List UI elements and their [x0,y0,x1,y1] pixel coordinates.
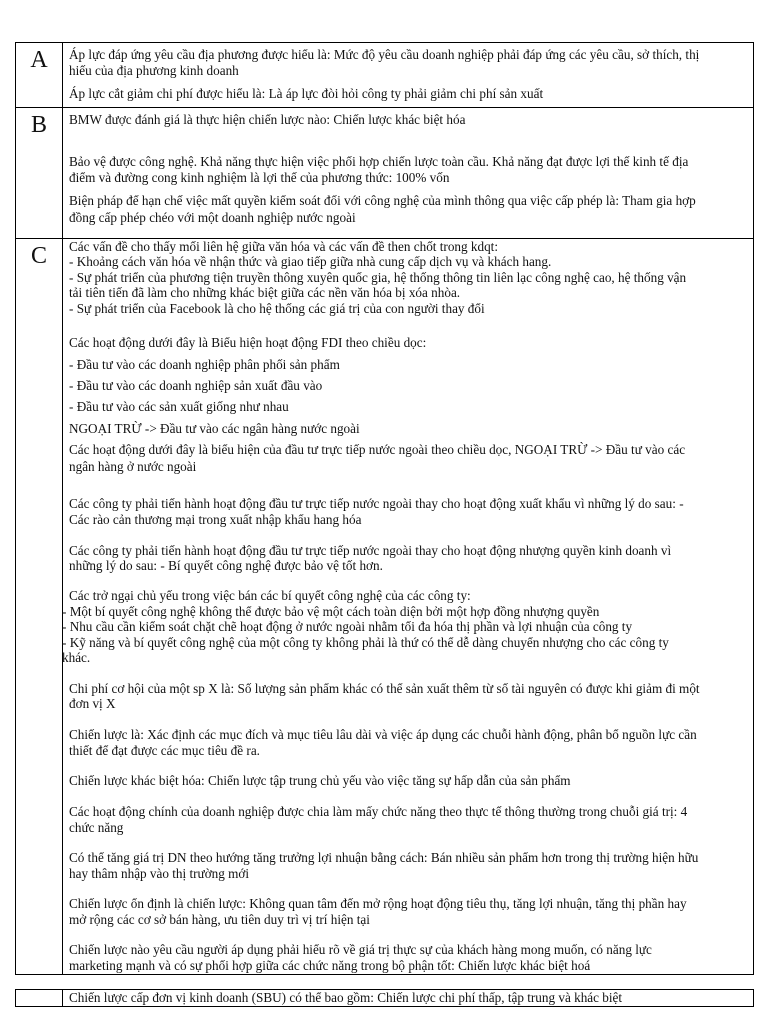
section-c-line: - Sự phát triển của Facebook là cho hệ thống các giá trị của con người thay đổi [69,301,485,316]
section-c-line: thiết để đạt được các mục tiêu đề ra. [69,743,260,758]
section-c-line: - Một bí quyết công nghệ không thể được bảo vệ một cách toàn diện bởi một hợp đồng nhượng quyền [62,604,600,619]
letter-column [16,990,63,1006]
letter-column [16,43,63,974]
section-a-line: Áp lực đáp ứng yêu cầu địa phương được hiểu là: Mức độ yêu cầu doanh nghiệp phải đáp ứng các yêu cầu, sở thích, thị [69,47,700,62]
section-c-line: ngân hàng ở nước ngoài [69,459,197,474]
section-c-line: Các hoạt động chính của doanh nghiệp được chia làm mấy chức năng theo thực tế thông thường trong chuỗi giá trị: 4 [69,804,688,819]
section-b-line: đồng cấp phép chéo với một doanh nghiệp nước ngoài [69,210,356,225]
section-c-line: - Sự phát triển của phương tiện truyền thông xuyên quốc gia, hệ thống thông tin liên lạc công nghệ cao, hệ thống vận [69,270,687,285]
section-c-line: mở rộng các cơ sở bán hàng, ưu tiên duy trì vị trí hiện tại [69,912,370,927]
section-c-line: Các công ty phải tiến hành hoạt động đầu tư trực tiếp nước ngoài thay cho hoạt động xuất khẩu vì những lý do sau: - [69,496,684,511]
section-c-line: - Đầu tư vào các doanh nghiệp sản xuất đầu vào [69,378,323,393]
section-c-line: khác. [62,650,91,665]
section-c-line: - Kỹ năng và bí quyết công nghệ của một công ty không phải là thứ có thể dễ dàng chuyển nhượng cho các công ty [62,635,669,650]
section-c-line: hay thâm nhập vào thị trường mới [69,866,250,881]
section-b-line: điểm và đường cong kinh nghiệm là lợi thế của phương thức: 100% vốn [69,170,450,185]
bottom-table-row [15,989,754,1007]
section-c-line: marketing mạnh và có sự phối hợp giữa các chức năng trong bộ phận tốt: Chiến lược khác biệt hoá [69,958,591,973]
section-c-line: tải tiên tiến đã làm cho những khác biệt giữa các nền văn hóa bị xóa nhòa. [69,285,461,300]
section-c-line: Các hoạt động dưới đây là biểu hiện của đầu tư trực tiếp nước ngoài theo chiều dọc, NGOẠI TRỪ -> Đầu tư vào các [69,442,686,457]
section-c-line: - Đầu tư vào các sản xuất giống như nhau [69,399,289,414]
section-c-line: NGOẠI TRỪ -> Đầu tư vào các ngân hàng nước ngoài [69,421,360,436]
section-b-line: Biện pháp để hạn chế việc mất quyền kiểm soát đối với công nghệ của mình thông qua việc cấp phép là: Tham gia hợp [69,193,696,208]
section-c-line: Chiến lược là: Xác định các mục đích và mục tiêu lâu dài và việc áp dụng các chuỗi hành động, phân bổ nguồn lực cần [69,727,697,742]
section-letter-a: A [30,47,48,73]
row-divider-a-b [16,107,753,108]
section-c-line: Chi phí cơ hội của một sp X là: Số lượng sản phẩm khác có thể sản xuất thêm từ số tài nguyên có được khi giảm đi một [69,681,700,696]
bottom-line: Chiến lược cấp đơn vị kinh doanh (SBU) có thể bao gồm: Chiến lược chi phí thấp, tập trung và khác biệt [69,990,623,1005]
section-c-line: Các rào cản thương mại trong xuất nhập khẩu hang hóa [69,512,362,527]
section-c-line: - Khoảng cách văn hóa về nhận thức và giao tiếp giữa nhà cung cấp dịch vụ và khách hang. [69,254,552,269]
section-a-line: hiếu của địa phương kinh doanh [69,63,239,78]
section-c-line: đơn vị X [69,696,116,711]
section-a-line: Áp lực cắt giảm chi phí được hiểu là: Là áp lực đòi hỏi công ty phải giảm chi phí sản xuất [69,86,544,101]
section-c-line: - Đầu tư vào các doanh nghiệp phân phối sản phẩm [69,357,340,372]
section-c-line: Chiến lược nào yêu cầu người áp dụng phải hiểu rõ về giá trị thực sự của khách hàng mong muốn, có năng lực [69,942,652,957]
section-c-line: Các hoạt động dưới đây là Biểu hiện hoạt động FDI theo chiều dọc: [69,335,427,350]
section-c-line: chức năng [69,820,124,835]
qa-table [15,42,754,975]
section-c-line: Chiến lược ổn định là chiến lược: Không quan tâm đến mở rộng hoạt động tiêu thụ, tăng lợi nhuận, tăng thị phần hay [69,896,687,911]
section-c-line: Các vấn đề cho thấy mối liên hệ giữa văn hóa và các vấn đề then chốt trong kdqt: [69,239,499,254]
section-letter-b: B [30,112,47,138]
section-c-line: Chiến lược khác biệt hóa: Chiến lược tập trung chủ yếu vào việc tăng sự hấp dẫn của sản phẩm [69,773,571,788]
section-c-line: Các trở ngại chủ yếu trong việc bán các bí quyết công nghệ của các công ty: [69,588,471,603]
section-c-line: Có thể tăng giá trị DN theo hướng tăng trưởng lợi nhuận bằng cách: Bán nhiều sản phẩm hơn trong thị trường hiện hữu [69,850,699,865]
section-b-line: Bảo vệ được công nghệ. Khả năng thực hiện việc phối hợp chiến lược toàn cầu. Khả năng đạt được lợi thế kinh tế địa [69,154,689,169]
section-letter-c: C [30,243,47,269]
section-b-line: BMW được đánh giá là thực hiện chiến lược nào: Chiến lược khác biệt hóa [69,112,466,127]
section-c-line: những lý do sau: - Bí quyết công nghệ được bảo vệ tốt hơn. [69,558,383,573]
section-c-line: Các công ty phải tiến hành hoạt động đầu tư trực tiếp nước ngoài thay cho hoạt động nhượng quyền kinh doanh vì [69,543,672,558]
section-c-line: - Nhu cầu cần kiểm soát chặt chẽ hoạt động ở nước ngoài nhằm tối đa hóa thị phần và lợi nhuận của công ty [62,619,633,634]
